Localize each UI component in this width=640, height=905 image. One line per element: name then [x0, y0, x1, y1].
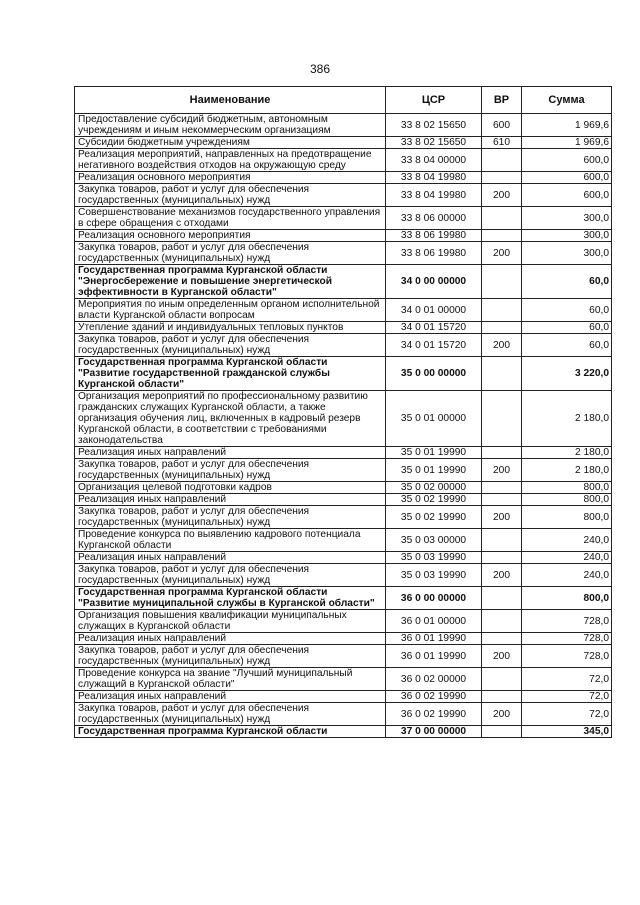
table-row — [75, 391, 612, 447]
cell-name: Закупка товаров, работ и услуг для обеспечения государственных (муниципальных) нужд — [75, 242, 386, 265]
cell-vr — [482, 447, 522, 459]
cell-vr: 610 — [482, 137, 522, 149]
cell-vr — [482, 357, 522, 391]
budget-table — [74, 86, 612, 738]
cell-name: Организация повышения квалификации муниципальных служащих в Курганской области — [75, 610, 386, 633]
cell-csr: 35 0 03 19990 — [386, 564, 482, 587]
table-row — [75, 184, 612, 207]
table-row — [75, 552, 612, 564]
cell-sum: 600,0 — [522, 172, 612, 184]
cell-vr — [482, 691, 522, 703]
cell-sum: 728,0 — [522, 645, 612, 668]
cell-vr — [482, 265, 522, 299]
table-row — [75, 334, 612, 357]
cell-sum: 800,0 — [522, 506, 612, 529]
cell-sum: 60,0 — [522, 299, 612, 322]
table-row — [75, 482, 612, 494]
cell-name: Совершенствование механизмов государственного управления в сфере обращения с отходами — [75, 207, 386, 230]
cell-name: Субсидии бюджетным учреждениям — [75, 137, 386, 149]
table-row — [75, 242, 612, 265]
cell-vr: 200 — [482, 645, 522, 668]
cell-sum: 345,0 — [522, 726, 612, 738]
cell-sum: 300,0 — [522, 207, 612, 230]
cell-sum: 800,0 — [522, 482, 612, 494]
page-number: 386 — [309, 62, 331, 76]
cell-csr: 33 8 04 00000 — [386, 149, 482, 172]
cell-sum: 1 969,6 — [522, 114, 612, 137]
cell-name: Закупка товаров, работ и услуг для обеспечения государственных (муниципальных) нужд — [75, 506, 386, 529]
cell-csr: 36 0 01 00000 — [386, 610, 482, 633]
cell-name: Проведение конкурса на звание "Лучший муниципальный служащий в Курганской области" — [75, 668, 386, 691]
cell-sum: 240,0 — [522, 552, 612, 564]
table-row — [75, 230, 612, 242]
cell-sum: 800,0 — [522, 494, 612, 506]
cell-csr: 36 0 01 19990 — [386, 645, 482, 668]
table-row — [75, 207, 612, 230]
header-sum: Сумма — [522, 87, 612, 114]
header-name: Наименование — [75, 87, 386, 114]
cell-sum: 2 180,0 — [522, 391, 612, 447]
table-row — [75, 114, 612, 137]
cell-csr: 34 0 01 15720 — [386, 334, 482, 357]
cell-sum: 60,0 — [522, 334, 612, 357]
cell-vr: 600 — [482, 114, 522, 137]
cell-vr: 200 — [482, 334, 522, 357]
cell-vr: 200 — [482, 184, 522, 207]
cell-vr: 200 — [482, 564, 522, 587]
cell-csr: 37 0 00 00000 — [386, 726, 482, 738]
table-row — [75, 137, 612, 149]
table-row — [75, 447, 612, 459]
cell-csr: 35 0 03 19990 — [386, 552, 482, 564]
cell-sum: 728,0 — [522, 633, 612, 645]
cell-csr: 33 8 06 19980 — [386, 242, 482, 265]
cell-name: Мероприятия по иным определенным органом исполнительной власти Курганской области вопросам — [75, 299, 386, 322]
table-row — [75, 691, 612, 703]
cell-csr: 35 0 02 00000 — [386, 482, 482, 494]
cell-name: Реализация иных направлений — [75, 494, 386, 506]
cell-csr: 33 8 02 15650 — [386, 137, 482, 149]
cell-name: Закупка товаров, работ и услуг для обеспечения государственных (муниципальных) нужд — [75, 564, 386, 587]
cell-vr — [482, 482, 522, 494]
cell-csr: 35 0 01 19990 — [386, 459, 482, 482]
cell-vr — [482, 552, 522, 564]
cell-sum: 240,0 — [522, 529, 612, 552]
cell-csr: 33 8 06 19980 — [386, 230, 482, 242]
cell-vr — [482, 391, 522, 447]
cell-sum: 600,0 — [522, 184, 612, 207]
cell-sum: 1 969,6 — [522, 137, 612, 149]
table-row — [75, 357, 612, 391]
table-row — [75, 172, 612, 184]
cell-csr: 34 0 01 00000 — [386, 299, 482, 322]
cell-sum: 800,0 — [522, 587, 612, 610]
cell-name: Государственная программа Курганской области "Энергосбережение и повышение энергетической эффективности в Курганской области" — [75, 265, 386, 299]
cell-sum: 240,0 — [522, 564, 612, 587]
cell-vr — [482, 494, 522, 506]
cell-name: Утепление зданий и индивидуальных тепловых пунктов — [75, 322, 386, 334]
cell-sum: 72,0 — [522, 703, 612, 726]
cell-csr: 35 0 02 19990 — [386, 506, 482, 529]
cell-csr: 34 0 01 15720 — [386, 322, 482, 334]
table-row — [75, 149, 612, 172]
cell-vr — [482, 633, 522, 645]
cell-vr — [482, 726, 522, 738]
cell-vr: 200 — [482, 242, 522, 265]
cell-csr: 33 8 06 00000 — [386, 207, 482, 230]
table-row — [75, 726, 612, 738]
table-row — [75, 529, 612, 552]
cell-name: Государственная программа Курганской области "Развитие государственной гражданской службы Курганской области" — [75, 357, 386, 391]
cell-vr — [482, 322, 522, 334]
table-row — [75, 564, 612, 587]
cell-csr: 33 8 02 15650 — [386, 114, 482, 137]
cell-name: Государственная программа Курганской области — [75, 726, 386, 738]
cell-name: Предоставление субсидий бюджетным, автономным учреждениям и иным некоммерческим организациям — [75, 114, 386, 137]
cell-name: Реализация основного мероприятия — [75, 230, 386, 242]
cell-sum: 60,0 — [522, 265, 612, 299]
cell-sum: 3 220,0 — [522, 357, 612, 391]
cell-name: Закупка товаров, работ и услуг для обеспечения государственных (муниципальных) нужд — [75, 334, 386, 357]
cell-name: Организация целевой подготовки кадров — [75, 482, 386, 494]
cell-vr — [482, 207, 522, 230]
table-row — [75, 668, 612, 691]
cell-name: Проведение конкурса по выявлению кадрового потенциала Курганской области — [75, 529, 386, 552]
cell-sum: 300,0 — [522, 242, 612, 265]
cell-name: Реализация иных направлений — [75, 552, 386, 564]
header-vr: ВР — [482, 87, 522, 114]
table-row — [75, 265, 612, 299]
table-body — [75, 114, 612, 738]
cell-csr: 36 0 02 19990 — [386, 691, 482, 703]
cell-vr — [482, 529, 522, 552]
cell-vr — [482, 610, 522, 633]
cell-vr — [482, 587, 522, 610]
cell-name: Реализация основного мероприятия — [75, 172, 386, 184]
header-csr: ЦСР — [386, 87, 482, 114]
cell-name: Закупка товаров, работ и услуг для обеспечения государственных (муниципальных) нужд — [75, 703, 386, 726]
table-row — [75, 299, 612, 322]
cell-name: Реализация мероприятий, направленных на предотвращение негативного воздействия отходов на окружающую среду — [75, 149, 386, 172]
cell-csr: 33 8 04 19980 — [386, 172, 482, 184]
table-row — [75, 645, 612, 668]
cell-csr: 35 0 01 00000 — [386, 391, 482, 447]
cell-name: Закупка товаров, работ и услуг для обеспечения государственных (муниципальных) нужд — [75, 184, 386, 207]
table-row — [75, 506, 612, 529]
table-row — [75, 587, 612, 610]
cell-sum: 2 180,0 — [522, 447, 612, 459]
cell-csr: 36 0 02 19990 — [386, 703, 482, 726]
cell-vr: 200 — [482, 703, 522, 726]
cell-csr: 34 0 00 00000 — [386, 265, 482, 299]
cell-vr: 200 — [482, 459, 522, 482]
cell-sum: 72,0 — [522, 668, 612, 691]
table-row — [75, 610, 612, 633]
table-row — [75, 633, 612, 645]
cell-csr: 35 0 02 19990 — [386, 494, 482, 506]
cell-vr: 200 — [482, 506, 522, 529]
cell-name: Государственная программа Курганской области "Развитие муниципальной службы в Курганской области" — [75, 587, 386, 610]
cell-name: Реализация иных направлений — [75, 691, 386, 703]
cell-csr: 35 0 01 19990 — [386, 447, 482, 459]
cell-sum: 2 180,0 — [522, 459, 612, 482]
cell-sum: 60,0 — [522, 322, 612, 334]
cell-name: Закупка товаров, работ и услуг для обеспечения государственных (муниципальных) нужд — [75, 459, 386, 482]
cell-vr — [482, 299, 522, 322]
table-row — [75, 459, 612, 482]
cell-name: Организация мероприятий по профессиональному развитию гражданских служащих Курганской области, а также организация обучения лиц, включенных в кадровый резерв Курганской области, в соответствии с требованиями законодательства — [75, 391, 386, 447]
cell-sum: 728,0 — [522, 610, 612, 633]
cell-csr: 36 0 01 19990 — [386, 633, 482, 645]
cell-sum: 600,0 — [522, 149, 612, 172]
cell-csr: 33 8 04 19980 — [386, 184, 482, 207]
cell-vr — [482, 230, 522, 242]
table-header-row — [75, 87, 612, 114]
cell-vr — [482, 149, 522, 172]
cell-csr: 36 0 00 00000 — [386, 587, 482, 610]
cell-name: Закупка товаров, работ и услуг для обеспечения государственных (муниципальных) нужд — [75, 645, 386, 668]
cell-vr — [482, 668, 522, 691]
cell-csr: 36 0 02 00000 — [386, 668, 482, 691]
table-row — [75, 322, 612, 334]
table-row — [75, 494, 612, 506]
cell-sum: 72,0 — [522, 691, 612, 703]
cell-name: Реализация иных направлений — [75, 633, 386, 645]
cell-csr: 35 0 03 00000 — [386, 529, 482, 552]
cell-sum: 300,0 — [522, 230, 612, 242]
cell-vr — [482, 172, 522, 184]
cell-csr: 35 0 00 00000 — [386, 357, 482, 391]
cell-name: Реализация иных направлений — [75, 447, 386, 459]
table-row — [75, 703, 612, 726]
